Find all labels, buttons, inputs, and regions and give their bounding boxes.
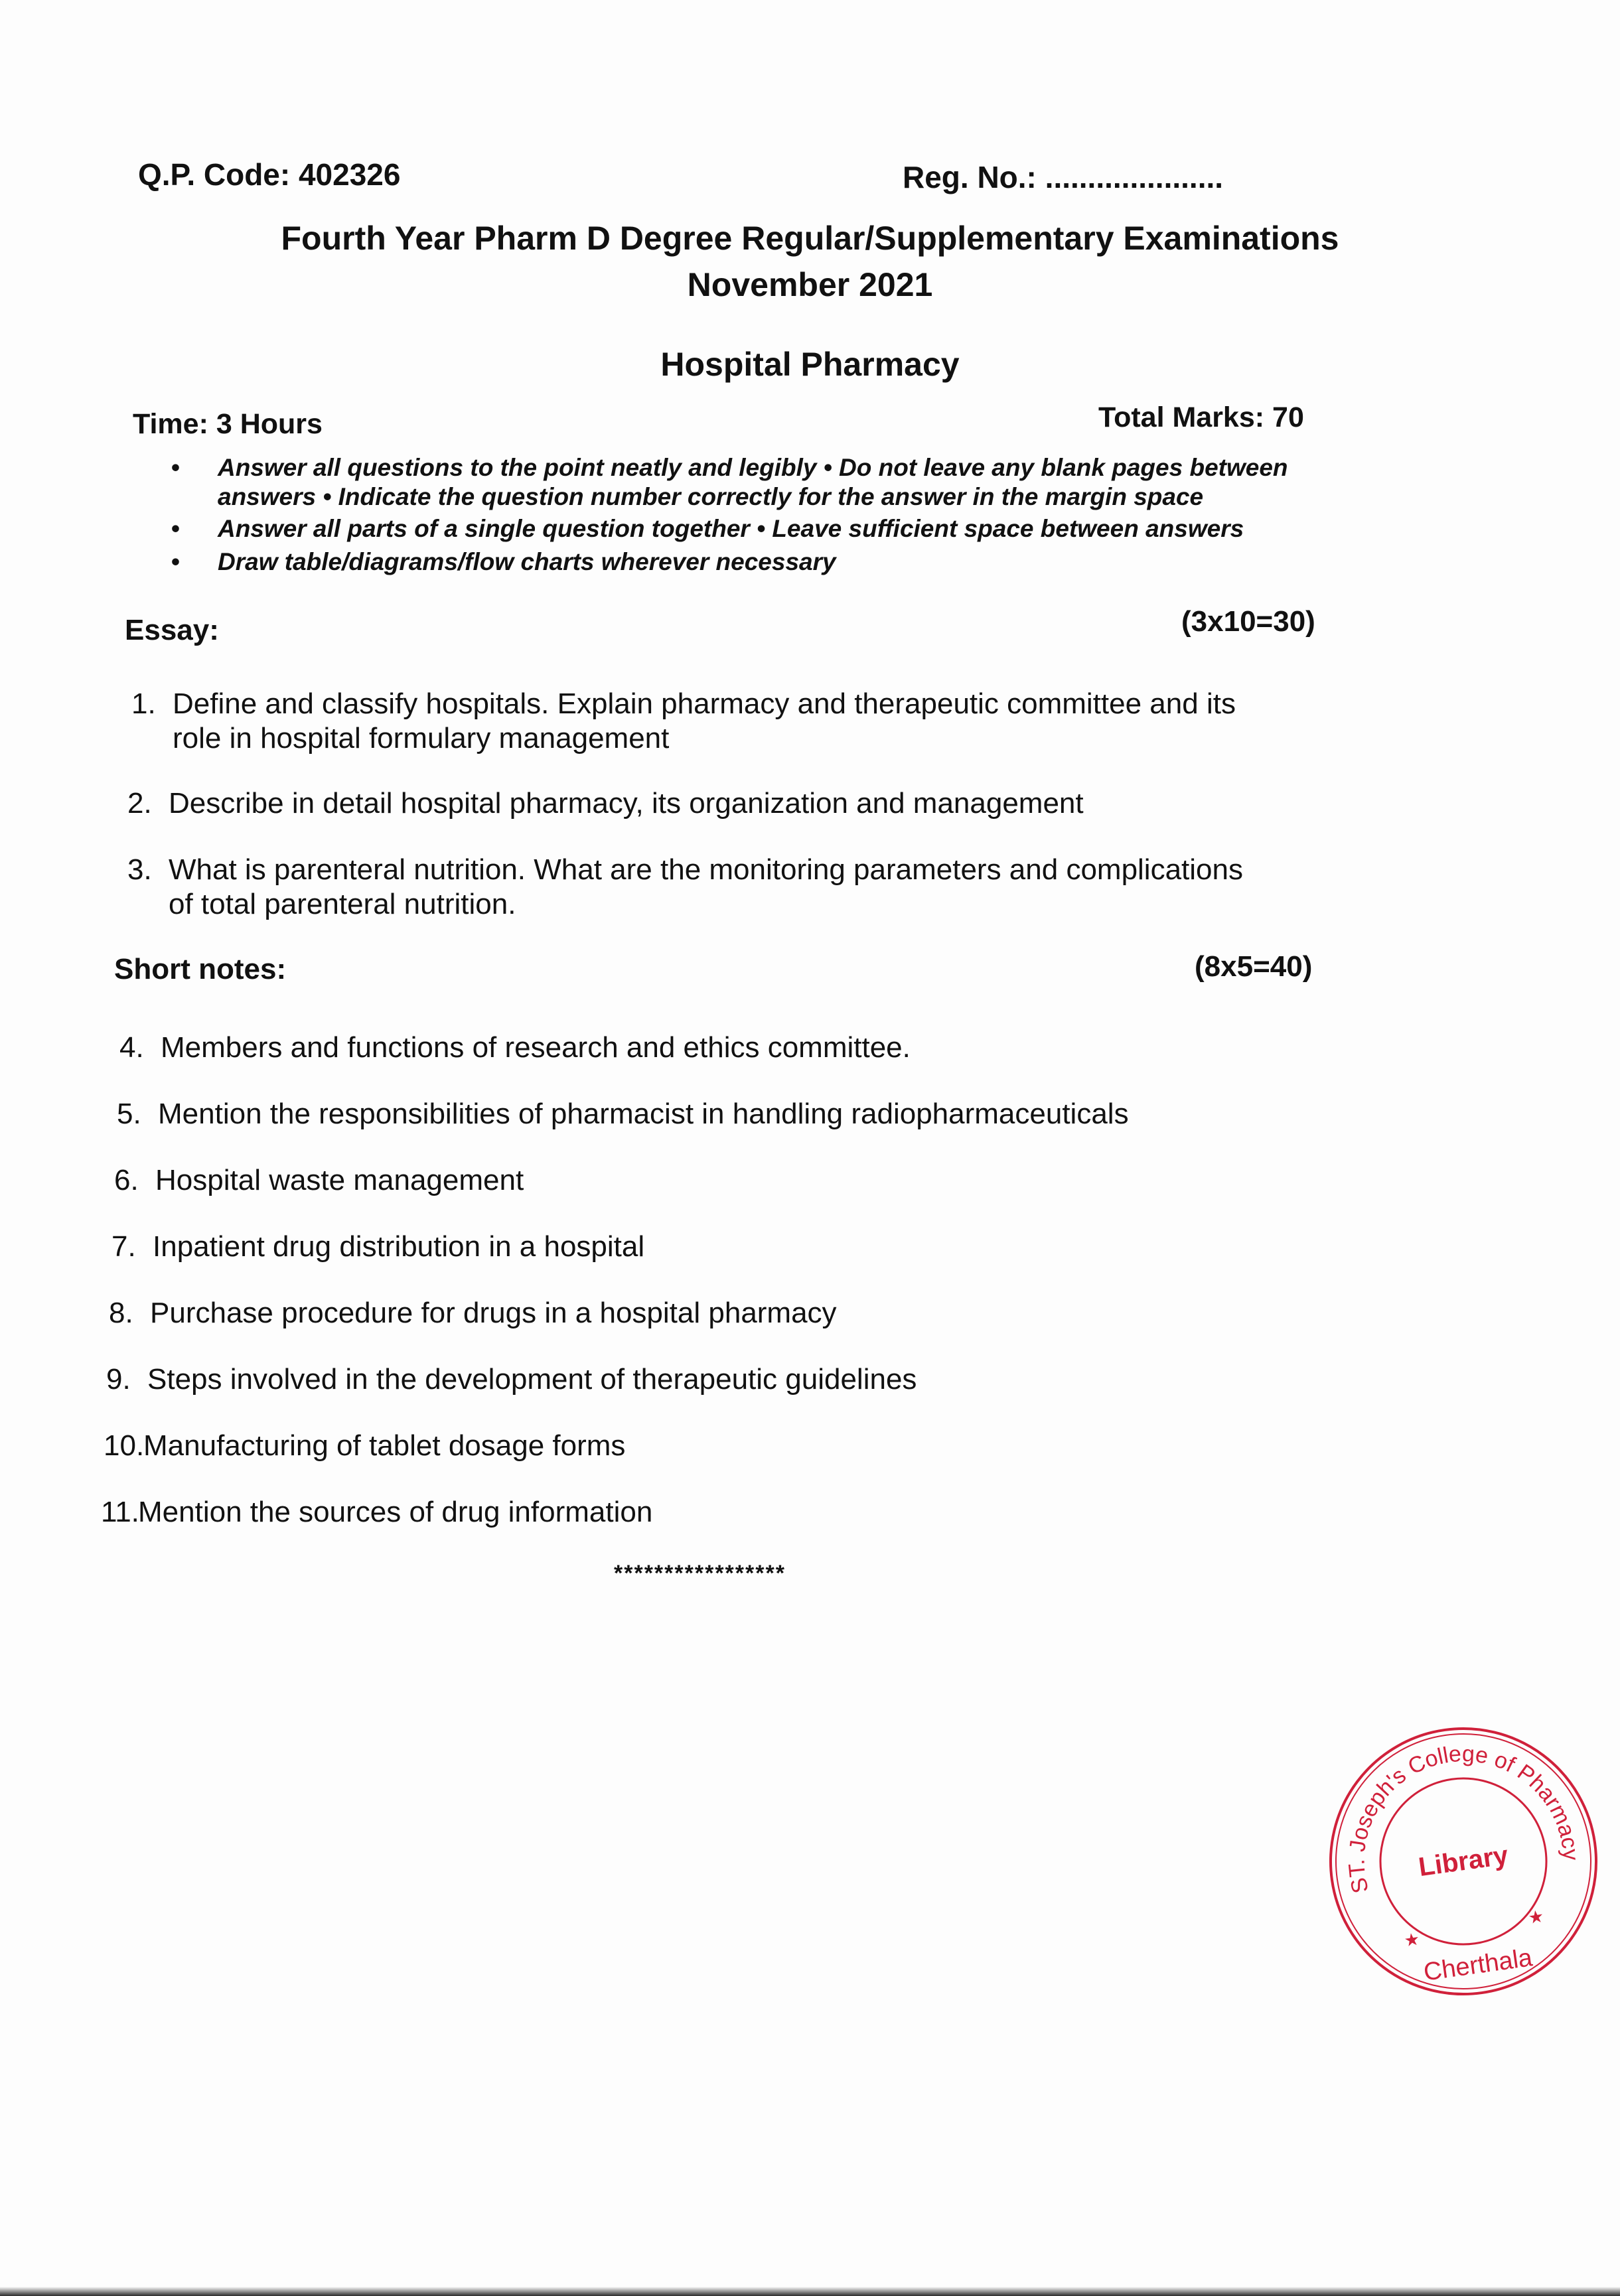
question-text-continued: of total parenteral nutrition. — [169, 888, 516, 920]
question-number: 3. — [127, 853, 152, 886]
short-note-question — [101, 1496, 652, 1529]
reg-no: Reg. No.: ..................... — [903, 160, 1224, 194]
question-number: 9. — [106, 1363, 131, 1396]
short-note-question — [111, 1230, 644, 1263]
scan-edge-shadow — [0, 2287, 1620, 2296]
bullet-icon: • — [171, 515, 180, 542]
essay-marks: (3x10=30) — [1181, 605, 1315, 638]
essay-heading: Essay: — [125, 614, 219, 646]
end-of-paper-marker: ***************** — [614, 1561, 786, 1586]
question-text: Describe in detail hospital pharmacy, its organization and management — [169, 787, 1084, 820]
question-number: 4. — [119, 1031, 144, 1064]
short-note-question — [106, 1363, 917, 1396]
short-note-question — [117, 1098, 1129, 1131]
question-text-continued: role in hospital formulary management — [173, 722, 670, 754]
qp-code: Q.P. Code: 402326 — [138, 157, 401, 192]
bullet-icon: • — [171, 548, 180, 575]
short-note-question — [114, 1164, 524, 1197]
instruction-item: Answer all questions to the point neatly and legibly • Do not leave any blank pages between — [218, 454, 1288, 481]
question-number: 2. — [127, 787, 152, 820]
star-icon: ★ — [1526, 1906, 1545, 1928]
instruction-item: Draw table/diagrams/flow charts wherever necessary — [218, 548, 836, 575]
question-number: 1. — [131, 687, 156, 720]
question-text: What is parenteral nutrition. What are the monitoring parameters and complications — [169, 853, 1243, 886]
question-number: 7. — [111, 1230, 136, 1263]
exam-date: November 2021 — [687, 266, 933, 303]
short-note-question — [119, 1031, 911, 1064]
question-text: Hospital waste management — [155, 1164, 524, 1196]
question-text: Purchase procedure for drugs in a hospital pharmacy — [150, 1297, 837, 1329]
stamp-bottom-text: Cherthala — [1422, 1944, 1534, 1987]
stamp-center-text: Library — [1416, 1840, 1510, 1883]
subject-title: Hospital Pharmacy — [660, 346, 960, 383]
library-stamp — [1321, 1719, 1606, 2004]
question-number: 8. — [109, 1297, 133, 1329]
short-note-question — [109, 1297, 837, 1330]
question-number: 6. — [114, 1164, 139, 1196]
question-number: 11. — [101, 1496, 139, 1528]
question-number: 10. — [104, 1429, 145, 1462]
short-notes-heading: Short notes: — [114, 953, 287, 985]
star-icon: ★ — [1402, 1928, 1421, 1951]
short-note-question — [104, 1429, 625, 1463]
question-text: Inpatient drug distribution in a hospital — [153, 1230, 645, 1263]
question-text: Mention the sources of drug information — [138, 1496, 653, 1528]
short-notes-marks: (8x5=40) — [1195, 950, 1313, 983]
question-text: Steps involved in the development of therapeutic guidelines — [147, 1363, 917, 1396]
question-text: Members and functions of research and ethics committee. — [161, 1031, 911, 1064]
question-text: Define and classify hospitals. Explain pharmacy and therapeutic committee and its — [173, 687, 1236, 720]
question-text: Manufacturing of tablet dosage forms — [143, 1429, 626, 1462]
instruction-item-continued: answers • Indicate the question number correctly for the answer in the margin space — [218, 483, 1204, 510]
question-number: 5. — [117, 1098, 141, 1130]
total-marks: Total Marks: 70 — [1098, 401, 1304, 433]
exam-title: Fourth Year Pharm D Degree Regular/Supplementary Examinations — [281, 220, 1339, 257]
question-text: Mention the responsibilities of pharmacist in handling radiopharmaceuticals — [158, 1098, 1129, 1130]
bullet-icon: • — [171, 454, 180, 481]
time-allowed: Time: 3 Hours — [133, 408, 323, 440]
instruction-item: Answer all parts of a single question together • Leave sufficient space between answers — [218, 515, 1244, 542]
stamp-outer-text: ST. Joseph's College of Pharmacy — [1344, 1741, 1583, 1896]
